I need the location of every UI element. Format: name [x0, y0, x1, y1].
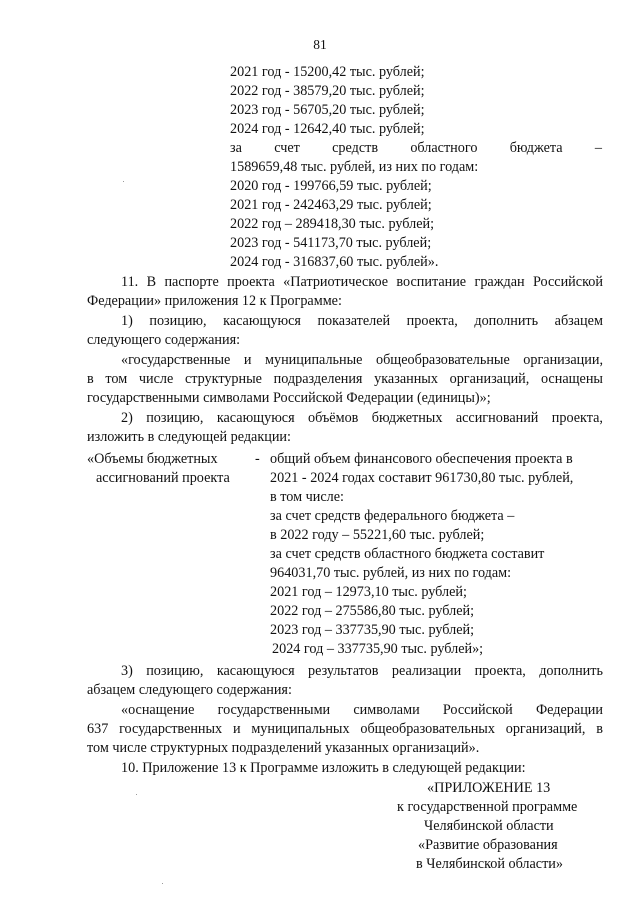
- word: «Патриотическое: [283, 274, 389, 290]
- word: проекта: [227, 274, 275, 290]
- appendix-title: «ПРИЛОЖЕНИЕ 13: [427, 780, 551, 796]
- budget-year-2024: 2024 год – 337735,90 тыс. рублей»;: [272, 641, 484, 657]
- item10-text: 10. Приложение 13 к Программе изложить в следующей редакции:: [121, 760, 526, 776]
- word: касающуюся: [223, 313, 301, 329]
- word: бюджетных: [371, 410, 443, 426]
- point1-quote-end: государственными символами Российской Федерации (единицы)»;: [87, 390, 491, 406]
- appendix-subtitle-4: в Челябинской области»: [416, 856, 563, 872]
- word: результатов: [308, 663, 379, 679]
- item11-intro-cont: Федерации» приложения 12 к Программе:: [87, 293, 342, 309]
- word: В: [146, 274, 157, 290]
- word: касающуюся: [216, 663, 295, 679]
- federal-budget-2022: в 2022 году – 55221,60 тыс. рублей;: [270, 527, 485, 543]
- word: «государственные: [121, 352, 231, 368]
- word: в: [596, 721, 603, 737]
- funding-line-2023: 2023 год - 56705,20 тыс. рублей;: [230, 102, 425, 118]
- word: позицию,: [146, 663, 204, 679]
- word: дополнить: [539, 663, 603, 679]
- point3-text-cont: абзацем следующего содержания:: [87, 682, 292, 698]
- regional-line-2023: 2023 год - 541173,70 тыс. рублей;: [230, 235, 432, 251]
- appendix-subtitle-1: к государственной программе: [397, 799, 578, 815]
- word: областного: [410, 140, 478, 156]
- word: показателей: [317, 313, 391, 329]
- word: Федерации: [535, 702, 603, 718]
- word: числе: [138, 371, 174, 387]
- federal-budget-line: за счет средств федерального бюджета –: [270, 508, 515, 524]
- word: 11.: [121, 274, 139, 290]
- point1-text-cont: следующего содержания:: [87, 332, 241, 348]
- word: дополнить: [474, 313, 539, 329]
- point1-quote-cont: [87, 370, 603, 388]
- budget-year-2022: 2022 год – 275586,80 тыс. рублей;: [270, 603, 475, 619]
- point3-quote-end: том числе структурных подразделений указанных организаций».: [87, 740, 480, 756]
- word: паспорте: [164, 274, 219, 290]
- word: государственными: [217, 702, 331, 718]
- regional-line-2024: 2024 год - 316837,60 тыс. рублей».: [230, 254, 439, 270]
- word: 2): [121, 410, 133, 426]
- regional-budget-total: 1589659,48 тыс. рублей, из них по годам:: [230, 159, 479, 175]
- appendix-subtitle-2: Челябинской области: [424, 818, 554, 834]
- word: 1): [121, 313, 133, 329]
- word: проекта,: [406, 313, 458, 329]
- word: организаций,: [505, 721, 586, 737]
- word: за: [230, 140, 242, 156]
- word: том: [105, 371, 128, 387]
- regional-budget-line: за счет средств областного бюджета составит: [270, 546, 545, 562]
- word: структурные: [184, 371, 262, 387]
- word: бюджета: [509, 140, 563, 156]
- appendix-subtitle-3: «Развитие образования: [418, 837, 558, 853]
- scan-speck: [136, 794, 137, 795]
- word: организации,: [523, 352, 603, 368]
- word: касающуюся: [216, 410, 295, 426]
- word: воспитание: [396, 274, 467, 290]
- word: –: [594, 140, 602, 156]
- item11-intro: [121, 273, 603, 291]
- regional-line-2022: 2022 год – 289418,30 тыс. рублей;: [230, 216, 435, 232]
- budget-year-2021: 2021 год – 12973,10 тыс. рублей;: [270, 584, 467, 600]
- word: символами: [353, 702, 420, 718]
- word: граждан: [474, 274, 525, 290]
- word: абзацем: [554, 313, 603, 329]
- word: и: [243, 352, 252, 368]
- budget-dash: -: [255, 451, 260, 467]
- word: указанных: [374, 371, 438, 387]
- point3-quote-cont: [87, 720, 603, 738]
- word: Российской: [533, 274, 603, 290]
- word: ассигнований: [455, 410, 539, 426]
- budget-total-text: общий объем финансового обеспечения проекта в: [270, 451, 573, 467]
- page-number: 81: [313, 37, 327, 52]
- funding-line-2024: 2024 год - 12642,40 тыс. рублей;: [230, 121, 425, 137]
- budget-year-2023: 2023 год – 337735,90 тыс. рублей;: [270, 622, 475, 638]
- budget-label-cont: ассигнований проекта: [96, 470, 230, 486]
- point3-text: [121, 662, 603, 680]
- word: реализации: [391, 663, 462, 679]
- word: подразделения: [273, 371, 363, 387]
- point1-quote: [121, 351, 603, 369]
- word: объёмов: [308, 410, 359, 426]
- word: «оснащение: [121, 702, 195, 718]
- word: позицию,: [149, 313, 207, 329]
- word: муниципальные: [265, 352, 363, 368]
- word: государственных: [119, 721, 223, 737]
- funding-line-2022: 2022 год - 38579,20 тыс. рублей;: [230, 83, 425, 99]
- word: оснащены: [540, 371, 603, 387]
- word: общеобразовательные: [375, 352, 510, 368]
- word: средств: [332, 140, 379, 156]
- word: проекта,: [474, 663, 526, 679]
- budget-label: «Объемы бюджетных: [87, 451, 218, 467]
- point2-text-cont: изложить в следующей редакции:: [87, 429, 291, 445]
- budget-including: в том числе:: [270, 489, 344, 505]
- point2-text: [121, 409, 603, 427]
- word: 637: [87, 721, 109, 737]
- regional-budget-amount: 964031,70 тыс. рублей, из них по годам:: [270, 565, 512, 581]
- word: общеобразовательных: [360, 721, 495, 737]
- point1-text: [121, 312, 603, 330]
- scan-speck: [162, 883, 163, 884]
- word: в: [87, 371, 94, 387]
- word: позицию,: [146, 410, 204, 426]
- funding-line-2021: 2021 год - 15200,42 тыс. рублей;: [230, 64, 425, 80]
- regional-line-2020: 2020 год - 199766,59 тыс. рублей;: [230, 178, 432, 194]
- scan-speck: [123, 181, 124, 182]
- word: и: [232, 721, 241, 737]
- word: Российской: [442, 702, 513, 718]
- word: муниципальных: [251, 721, 350, 737]
- word: организаций,: [449, 371, 530, 387]
- budget-total-text-cont: 2021 - 2024 годах составит 961730,80 тыс. рублей,: [270, 470, 574, 486]
- regional-line-2021: 2021 год - 242463,29 тыс. рублей;: [230, 197, 432, 213]
- word: счет: [274, 140, 300, 156]
- regional-budget-heading: [230, 139, 602, 157]
- point3-quote: [121, 701, 603, 719]
- word: 3): [121, 663, 133, 679]
- word: проекта,: [551, 410, 603, 426]
